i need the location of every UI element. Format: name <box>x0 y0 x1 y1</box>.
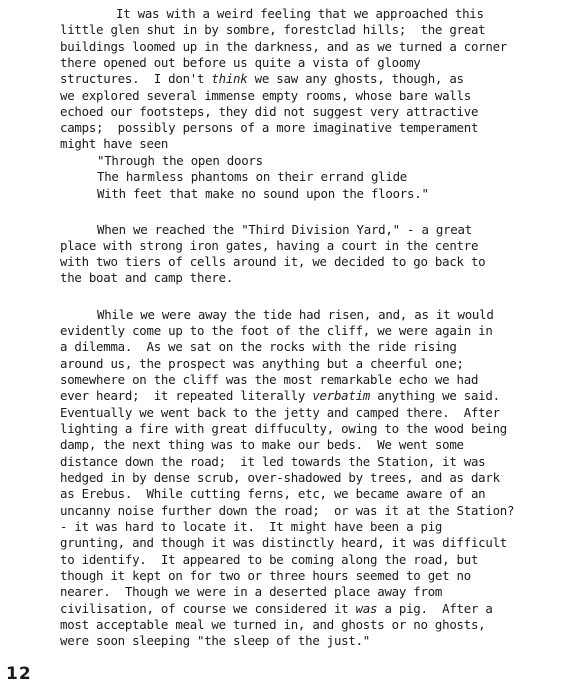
text-line: Eventually we went back to the jetty and camped there. After <box>60 405 500 420</box>
emphasis-text: was <box>355 601 378 616</box>
emphasis-text: think <box>211 71 248 86</box>
text-line: When we reached the "Third Division Yard," - a great <box>97 222 472 237</box>
text-line: with two tiers of cells around it, we decided to go back to <box>60 254 486 269</box>
text-line: hedged in by dense scrub, over-shadowed by trees, and as dark <box>60 470 500 485</box>
text-segment: structures. I don't <box>60 71 212 86</box>
text-line: - it was hard to locate it. It might have been a pig <box>60 519 443 534</box>
text-line: echoed our footsteps, they did not suggest very attractive <box>60 104 479 119</box>
text-line: nearer. Though we were in a deserted place away from <box>60 584 443 599</box>
text-line: though it kept on for two or three hours seemed to get no <box>60 568 471 583</box>
text-line: we explored several immense empty rooms, whose bare walls <box>60 88 471 103</box>
text-line: damp, the next thing was to make our beds. We went some <box>60 437 464 452</box>
text-line: a dilemma. As we sat on the rocks with the ride rising <box>60 339 457 354</box>
text-line: evidently come up to the foot of the cliff, we were again in <box>60 323 493 338</box>
text-segment: anything we said. <box>370 388 500 403</box>
quote-line: "Through the open doors <box>97 153 263 168</box>
quote-line: With feet that make no sound upon the floors." <box>97 186 429 201</box>
text-line: distance down the road; it led towards the Station, it was <box>60 454 486 469</box>
text-line <box>60 71 464 87</box>
text-line: to identify. It appeared to be coming along the road, but <box>60 552 479 567</box>
text-segment: a pig. After a <box>377 601 493 616</box>
text-line: buildings loomed up in the darkness, and as we turned a corner <box>60 39 508 54</box>
text-line: camps; possibly persons of a more imaginative temperament <box>60 120 479 135</box>
text-line: little glen shut in by sombre, forestclad hills; the great <box>60 22 486 37</box>
page-number: 12 <box>6 664 32 684</box>
text-line: It was with a weird feeling that we approached this <box>116 6 484 21</box>
text-segment: civilisation, of course we considered it <box>60 601 356 616</box>
text-line: While we were away the tide had risen, and, as it would <box>97 307 494 322</box>
text-line: place with strong iron gates, having a court in the centre <box>60 238 479 253</box>
text-line: there opened out before us quite a vista of gloomy <box>60 55 421 70</box>
text-segment: ever heard; it repeated literally <box>60 388 313 403</box>
text-line <box>60 601 493 617</box>
text-line: were soon sleeping "the sleep of the just." <box>60 633 371 648</box>
text-line: as Erebus. While cutting ferns, etc, we became aware of an <box>60 486 486 501</box>
text-line: around us, the prospect was anything but a cheerful one; <box>60 356 464 371</box>
text-segment: we saw any ghosts, though, as <box>247 71 464 86</box>
text-line: grunting, and though it was distinctly heard, it was difficult <box>60 535 508 550</box>
text-line: most acceptable meal we turned in, and ghosts or no ghosts, <box>60 617 486 632</box>
text-line: the boat and camp there. <box>60 270 234 285</box>
quote-line: The harmless phantoms on their errand glide <box>97 169 408 184</box>
emphasis-text: verbatim <box>312 388 371 403</box>
text-line: might have seen <box>60 136 169 151</box>
text-line: lighting a fire with great diffuculty, owing to the wood being <box>60 421 508 436</box>
text-line: uncanny noise further down the road; or was it at the Station? <box>60 503 515 518</box>
text-line <box>60 388 500 404</box>
text-line: somewhere on the cliff was the most remarkable echo we had <box>60 372 479 387</box>
